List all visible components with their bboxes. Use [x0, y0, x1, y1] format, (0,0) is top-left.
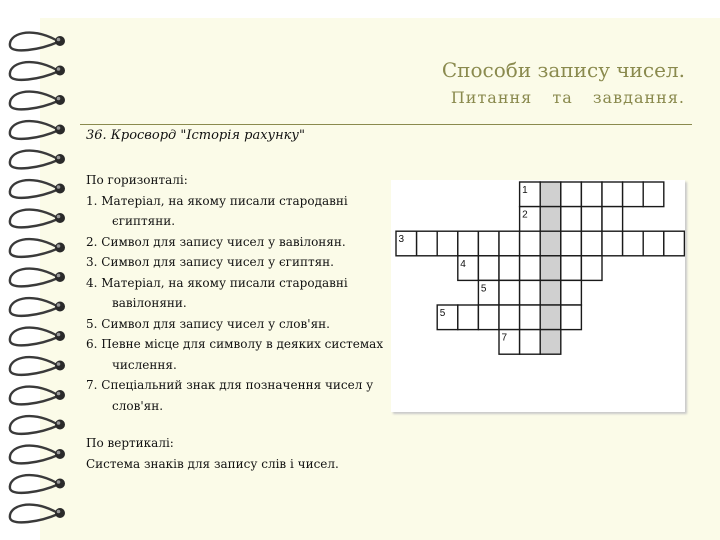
- grid-cell: [561, 280, 582, 305]
- horizontal-clue-2: 2. Символ для запису чисел у вавілонян.: [86, 234, 346, 249]
- grid-cell: [643, 182, 664, 207]
- horizontal-clue-4: 4. Матеріал, на якому писали стародавні вавілоняни.: [86, 275, 348, 310]
- crossword-grid-svg: [391, 180, 685, 412]
- binding-ring: [10, 151, 65, 169]
- horizontal-clue-1: 1. Матеріал, на якому писали стародавні єгиптяни.: [86, 193, 348, 228]
- binding-ring: [10, 239, 65, 257]
- grid-cell: [478, 231, 499, 256]
- grid-cell: [602, 182, 623, 207]
- grid-cell: [520, 305, 541, 330]
- binding-ring: [10, 33, 65, 51]
- spiral-binding: [0, 0, 80, 540]
- grid-cell: [437, 231, 458, 256]
- grid-cell: [499, 231, 520, 256]
- grid-cell: [499, 280, 520, 305]
- grid-cell: [643, 231, 664, 256]
- grid-cell: [602, 207, 623, 232]
- grid-cell: [458, 231, 479, 256]
- grid-cell-vertical: [540, 207, 561, 232]
- binding-ring: [10, 505, 65, 523]
- horizontal-heading: По горизонталі:: [86, 173, 188, 187]
- vertical-clue: Система знаків для запису слів і чисел.: [86, 456, 339, 471]
- binding-ring: [10, 475, 65, 493]
- grid-cell: [499, 305, 520, 330]
- crossword-heading: 36. Кросворд "Історія рахунку": [86, 128, 305, 143]
- grid-number: 5: [480, 283, 487, 295]
- title-divider: [80, 124, 692, 125]
- grid-cell: [561, 207, 582, 232]
- grid-cell: [520, 256, 541, 281]
- binding-ring: [10, 357, 65, 375]
- grid-cell-vertical: [540, 256, 561, 281]
- grid-cell-vertical: [540, 305, 561, 330]
- grid-cell: [561, 305, 582, 330]
- grid-cell: [561, 182, 582, 207]
- grid-number: 3: [398, 234, 405, 246]
- horizontal-clue-3: 3. Символ для запису чисел у єгиптян.: [86, 255, 334, 269]
- binding-ring: [10, 298, 65, 316]
- grid-number: 2: [522, 209, 528, 221]
- grid-number: 7: [501, 332, 508, 344]
- grid-cell: [602, 231, 623, 256]
- grid-cell: [417, 231, 438, 256]
- horizontal-clue-7: 7. Спеціальний знак для позначення чисел у слов'ян.: [86, 378, 374, 413]
- binding-ring: [10, 210, 65, 228]
- horizontal-clue-6: 6. Певне місце для символу в деяких системах числення.: [86, 337, 384, 372]
- binding-ring: [10, 328, 65, 346]
- grid-cell: [458, 305, 479, 330]
- grid-cell-vertical: [540, 231, 561, 256]
- binding-ring: [10, 62, 65, 80]
- grid-number: 5: [439, 308, 446, 319]
- grid-number: 4: [460, 258, 466, 270]
- grid-cell-vertical: [540, 280, 561, 305]
- grid-cell: [561, 231, 582, 256]
- grid-cell-vertical: [540, 182, 561, 207]
- grid-cell: [520, 330, 541, 355]
- grid-cell: [581, 231, 602, 256]
- binding-ring: [10, 416, 65, 434]
- grid-cell: [581, 182, 602, 207]
- horizontal-clue-5: 5. Символ для запису чисел у слов'ян.: [86, 316, 330, 331]
- binding-ring: [10, 387, 65, 405]
- binding-ring: [10, 446, 65, 464]
- grid-cell: [581, 207, 602, 232]
- grid-cell: [499, 256, 520, 281]
- vertical-heading: По вертикалі:: [86, 436, 174, 450]
- grid-cell: [623, 231, 644, 256]
- grid-cell: [581, 256, 602, 281]
- binding-ring: [10, 121, 65, 139]
- grid-cell: [520, 231, 541, 256]
- grid-cell: [561, 256, 582, 281]
- grid-cell: [478, 305, 499, 330]
- grid-cell-vertical: [540, 330, 561, 355]
- grid-cell: [664, 231, 685, 256]
- binding-ring: [10, 180, 65, 198]
- grid-cell: [623, 182, 644, 207]
- grid-number: 1: [522, 185, 528, 196]
- binding-ring: [10, 269, 65, 287]
- crossword-grid: [391, 180, 685, 412]
- grid-cell: [520, 280, 541, 305]
- slide-title: Способи запису чисел.: [441, 58, 685, 82]
- clues-panel: [86, 170, 391, 474]
- grid-cell: [478, 256, 499, 281]
- slide-subtitle: Питання та завдання.: [450, 88, 685, 107]
- binding-ring: [10, 92, 65, 110]
